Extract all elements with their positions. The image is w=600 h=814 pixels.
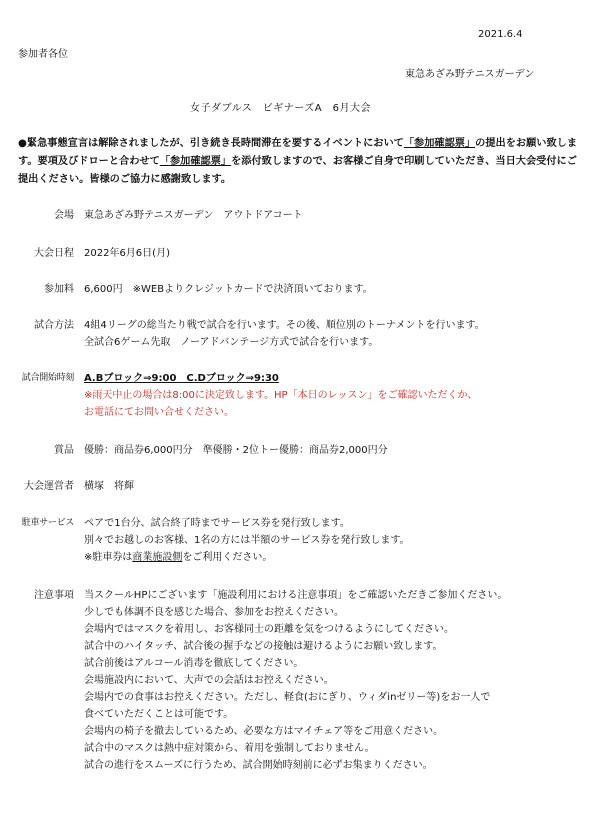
notes-value [84,587,507,774]
format-line: 4組4リーグの総当たり戦で試合を行います。その後、順位別のトーナメントを行います。 [84,320,485,331]
notice-text-1: ●緊急事態宣言は解除されましたが、引き続き長時間滞在を要するイベントにおいて [18,138,404,149]
parking-label: 駐車サービス [21,518,74,528]
parking-line: ペアで1台分、試合終了時までサービス券を発行致します。 [84,518,350,529]
parking-note [84,549,410,566]
parking-note-suffix: をご利用ください。 [182,552,273,563]
notice-paragraph [18,135,584,189]
notes-label: 注意事項 [34,590,74,601]
rain-notice-line: ※雨天中止の場合は8:00に決定致します。HP「本日のレッスン」をご確認いただくか、 [84,390,478,401]
note-item: 試合中のハイタッチ、試合後の握手などの接触は避けるようにお願い致します。 [84,641,443,652]
fee-value: 6,600円 ※WEBよりクレジットカードで決済頂いております。 [84,284,373,295]
note-item: 当スクールHPにございます「施設利用における注意事項」をご確認いただきご参加ください。 [84,590,508,601]
note-item: 会場内の椅子を撤去しているため、必要な方はマイチェア等をご用意ください。 [84,726,444,737]
confirmation-form-ref-2: 「参加確認票」 [159,156,232,167]
start-time-value [84,370,477,421]
fee-label: 参加料 [44,284,74,295]
note-item: 少しでも体調不良を感じた場合、参加をお控えください。 [84,607,344,618]
parking-value [84,515,410,566]
note-item: 会場内ではマスクを着用し、お客様同士の距離を気をつけるようにしてください。 [84,624,454,635]
note-item: 会場施設内において、大声での会話はお控えください。 [84,675,334,686]
note-item: 食べていただくことは可能です。 [84,709,234,720]
document-date: 2021.6.4 [478,29,523,40]
manager-label: 大会運営者 [24,481,74,492]
notice-text-2: の提出をお願い致します。要項及びドローと合わせて [18,138,578,167]
confirmation-form-ref-1: 「参加確認票」 [403,138,476,149]
event-title: 女子ダブルス ビギナーズA 6月大会 [190,103,372,114]
block-start-times: A.Bブロック⇒9:00 C.Dブロック⇒9:30 [84,373,279,384]
format-label: 試合方法 [34,320,74,331]
commercial-facility-ref: 商業施設側 [132,552,183,563]
parking-line: 別々でお越しのお客様、1名の方には半額のサービス券を発行致します。 [84,535,410,546]
start-time-label: 試合開始時刻 [21,373,74,383]
note-item: 試合中のマスクは熱中症対策から、着用を強制しておりません。 [84,743,375,754]
prize-label: 賞品 [54,445,74,456]
note-item: 試合の進行をスムーズに行うため、試合開始時刻前に必ずお集まりください。 [84,760,433,771]
note-item: 試合前後はアルコール消毒を徹底してください。 [84,658,304,669]
format-value [84,317,485,351]
manager-value: 横塚 将輝 [84,481,134,492]
venue-label: 会場 [54,210,74,221]
notice-text-3: を添付致しますので、お客様ご自身で印刷していただき、当日大会受付にご提出ください。皆様のご協力に感謝致します。 [18,156,577,185]
venue-value: 東急あざみ野テニスガーデン アウトドアコート [84,210,303,221]
parking-note-prefix: ※駐車券は [84,552,133,563]
note-item: 会場内での食事はお控えください。ただし、軽食(おにぎり、ウィダinゼリー等)をお一人で [84,692,491,703]
event-date-value: 2022年6月6日(月) [84,248,170,259]
prize-value: 優勝：商品券6,000円分 準優勝・2位トー優勝：商品券2,000円分 [84,445,388,456]
addressee: 参加者各位 [18,49,68,60]
rain-notice-line: お電話にてお問い合せください。 [84,407,234,418]
format-line: 全試合6ゲーム先取 ノーアドバンテージ方式で試合を行います。 [84,337,379,348]
organizer-name: 東急あざみ野テニスガーデン [405,69,535,80]
event-date-label: 大会日程 [34,248,74,259]
